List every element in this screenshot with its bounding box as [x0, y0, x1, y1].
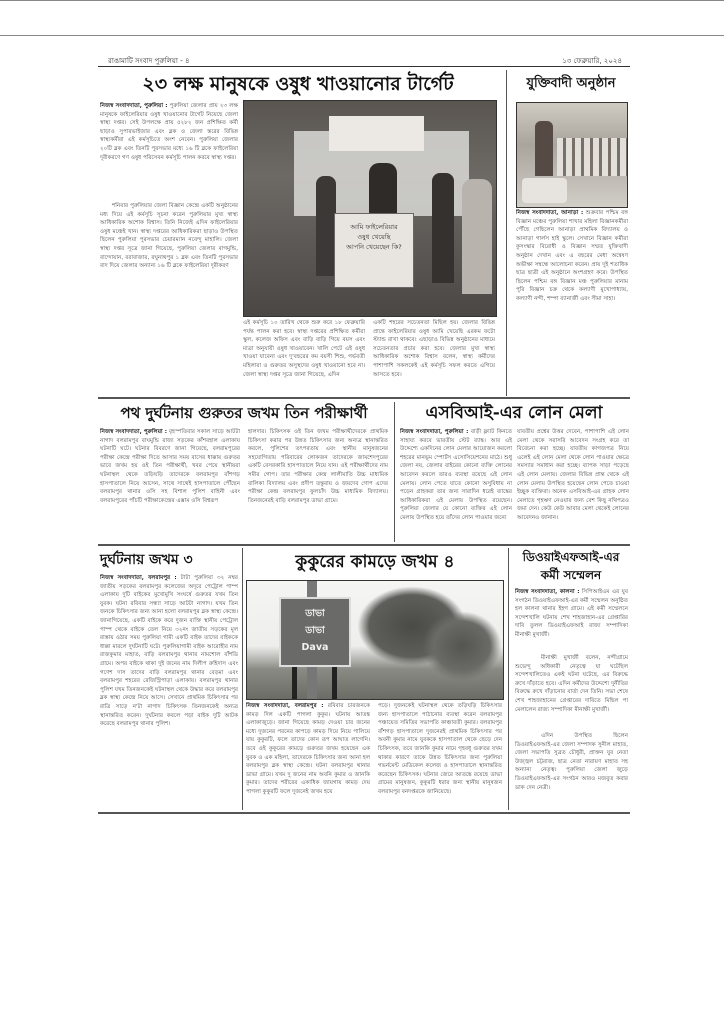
section-divider [98, 544, 630, 546]
column-divider [506, 70, 507, 396]
road-accident-col2: হালদার। চিকিৎসক ওই তিন জখম পরীক্ষার্থীদেরকে প্রাথমিক চিকিৎসা করার পর উন্নত চিকিৎসার জন্য অন্যত্র স্থানান্তরিত করলে, পুলিশের তৎপরতায় এবং স্থানীয় মানুষজনের সহযোগিতায় পরিবারের লোকজন তাদেরকে জামশেদপুরের একটি বেসরকারি হাসপাতালে নিয়ে যান। ওই পরীক্ষার্থীদের নাম সমীর গোপ। তার পরীক্ষার কেন্দ্র লালীমাতি উচ্চ মাধ্যমিক বালিকা বিদ্যালয় এবং প্রদীপ তন্তুবায় ও জয়দেব গোপ এদের পরীক্ষা কেন্দ্র বলরামপুর ফুলচাঁদ উচ্চ মাধ্যমিক বিদ্যালয়। তিনজনেরই বাড়ি বলরামপুর ডাভা গ্রামে। [248, 429, 388, 504]
running-head-date: ১৩ ফেব্রুয়ারি, ২০২৪ [562, 57, 622, 65]
filaria-col3: একটি শহরের সচেতনতা মিছিল হয়। জেলার বিভিন্ন প্রান্তে ফাইলেরিয়ার ওষুধ আমি খেয়েছি এরকম ফটো স্ট্যান্ড রাখা থাকবে। এছাড়াও বিভিন্ন অনুষ্ঠানের মাধ্যমে সচেতনতার প্রচার করা হবে। জেলার মুখ্য স্বাস্থ্য আধিকারিক অশোক বিশ্বাস বলেন, স্বাস্থ্য কর্মীদের পাশাপাশি সকলকেই এই কর্মসূচি সফল করতে এগিয়ে আসতে হবে। [373, 320, 495, 378]
filaria-event-photo [243, 100, 497, 317]
dyfi-dateline: নিজস্ব সংবাদদাতা, কালনা : [515, 589, 580, 595]
dyfi-body-3: এদিন উপস্থিত ছিলেন ডিওয়াইএফআই-এর জেলা সম্পাদক সুনীল মাহাত, জেলা সভাপতি সুব্রত চৌধুরী, প্রাক্তন যুব নেতা উজ্জ্বল চট্টরাজ, ছাত্র নেতা নারায়ণ মাহাত সহ অন্যান্য নেতৃত্ব। পুরুলিয়া জেলা জুড়ে ডিওয়াইএফআই-এর সংগঠন আরও মজবুত করার ডাক দেন নেত্রী। [515, 733, 628, 791]
rationalist-dateline: নিজস্ব সংবাদদাতা, আনাড়া : [516, 210, 584, 216]
road-accident-col1: নিজস্ব সংবাদদাতা, পুরুলিয়া : বৃহস্পতিবার সকাল সাড়ে আটটা নাগাদ বলরামপুর বাঘমুন্ডি রাজ্য সড়কের কাঁশবহাল এলাকায় ঘটনাটি ঘটে। ঘটনার বিবরণে জানা গিয়েছে, বলরামপুরের পরীক্ষা কেন্দ্রে পরীক্ষা দিতে আসার সময় বাসের ধাক্কায় গুরুতর ভাবে জখম হয় ওই তিন পরীক্ষার্থী, খবর পেয়ে স্থানীয়রা ঘটনাস্থল থেকে তড়িঘড়ি তাদেরকে বলরামপুর বাঁশগড় হাসপাতালে নিয়ে আসেন, সাথে সাথেই হাসপাতালে পৌঁছেন বলরামপুর থানার ওসি সহ বিশাল পুলিশ বাহিনী এবং বলরামপুরের পাঁচটি পরীক্ষাকেন্দ্রের এক্সাম ওসি বিশ্বরূপ [100, 429, 240, 504]
section-divider [98, 397, 630, 399]
road-accident-dateline: নিজস্ব সংবাদদাতা, পুরুলিয়া : [100, 429, 167, 435]
headline-dog-bite: কুকুরের কামড়ে জখম ৪ [295, 552, 455, 572]
dog-bite-col1: নিজস্ব সংবাদদাতা, বলরামপুর : রবিবার চারজনকে কামড় দিল একটি পাগলা কুকুর। ঘটনায় আতঙ্ক এলাকাজুড়ে। জানা গিয়েছে কামড় দেওয়া চার জনের মধ্যে দুজনের পরনের কাপড়ে কামড় দিয়ে নিয়ে পালিয়ে যায় কুকুরটি, ফলে তাদের কোন রূপ আঘাত লাগেনি। তবে ওই কুকুরের কামড়ে গুরুতর জখম হয়েছেন এক যুবক ও এক মহিলা, তাদেরকে চিকিৎসার জন্য আনা হল বলরামপুর ব্লক স্বাস্থ্য কেন্দ্রে। ঘটনা বলরামপুর থানার ডাভা গ্রামে। যখম দু জনের নাম অবনি কুমার ও জানকি কুমার। তাদের শরীরের একাধিক জায়গায় কামড় দেয় পাগলা কুকুরটি ফলে দুজনেই জখম হয়ে [246, 703, 370, 795]
sbi-loan-col2: যাবতীয় প্রশ্নের উত্তর দেবেন, পাশাপাশি এই লোন মেলা থেকে সরাসরি আবেদন সংগ্রহ করে তা বিবেচনা করা হচ্ছে। যাবতীয় কাগজপত্র নিয়ে এলেই এই লোন মেলা থেকে লোন পাওয়ার ক্ষেত্রে সমস্যার সমাধান করা হচ্ছে। ব্যাপক সাড়া পড়েছে এই লোন মেলায়। জেলার বিভিন্ন প্রান্ত থেকে এই লোন মেলায় উপস্থিত হয়েছেন লোন পেতে চাওয়া ইচ্ছুক ব্যক্তিরা। অনেক এসবিআই-এর গ্রাহক লোন মেলাতে গৃহঋণ নেওয়ার জন্য বেশ কিছু নথিপত্রও জমা দেন। কেউ কেউ আবার মেলা থেকেই লোনের আবেদনও জানান। [517, 429, 629, 521]
dog-bite-col2: পড়ে। দুজনকেই ঘটনাস্থল থেকে তড়িঘড়ি চিকিৎসার জন্য হাসপাতালে পাঠানোর ব্যবস্থা করেন বলরামপুর পঞ্চায়েত সমিতির সভাপতি কাঞ্চাবতী কুমার। বলরামপুর বাঁশগড় হাসপাতালে দুজনেরই প্রাথমিক চিকিৎসার পর অবনী কুমার নামে যুবককে হাসপাতাল থেকে ছেড়ে দেন চিকিৎসক, তবে জানকি কুমার নামে গৃহবধূ গুরুতর যখম থাকার কারণে তাকে উন্নত চিকিৎসার জন্য পুরুলিয়া গভর্নমেন্ট মেডিকেল কলেজ ও হাসপাতালে স্থানান্তরিত করেছেন চিকিৎসক। ঘটনার জেরে আতঙ্কে রয়েছে ডাভা গ্রামের মানুষজন, কুকুরটি ধরার জন্য স্থানীয় মানুষজন বলরামপুর বনদপ্তরকে জানিয়েছে। [378, 703, 502, 795]
dava-village-sign-photo [246, 580, 504, 700]
column-divider [394, 402, 395, 542]
rationalist-event-photo [516, 102, 628, 208]
accident-3-body: নিজস্ব সংবাদদাতা, বলরামপুর : টাটা পুরুলিয়া ৩২ নম্বর জাতীয় সড়কের বলরামপুর কলেজের অদূরে পেট্রোল পাম্প এলাকায় দুটি বাইকের মুখোমুখি সংঘর্ষে গুরুতর যখম তিন যুবক। ঘটনা রবিবার সন্ধ্যা সাড়ে আটটা নাগাদ। যখম তিন জনকে চিকিৎসার জন্য আনা হলো বলরামপুর ব্লক স্বাস্থ্য কেন্দ্রে। জানাগিয়েছে, একটি বাইকে করে দুজন ব্যক্তি স্থানীয় পেট্রোল পাম্প থেকে বাইকে তেল নিয়ে ৩২নং জাতীয় সড়কের মূল রাস্তায় ওঠার সময় পুরুলিয়া গামী একটি বাইক তাদের বাইককে ধাক্কা মারলে দুর্ঘটনাটি ঘটে। পুরুলিয়াগামী বাইক আরোহীর নাম রাজকুমার মাহাত, বাড়ি বলরামপুর থানার নামশোল বাঁশডি গ্রামে। অপর বাইকে থাকা দুই জনের নাম দিলীপ রুহিদাস এবং গণেশ দাস তাদের বাড়ি বলরামপুর থানার বেড়মা এবং বলরামপুর শহরের রেজিস্ট্রিপাড়া এলাকায়। বলরামপুর থানার পুলিশ যখম তিনজনকেই ঘটনাস্থল থেকে উদ্ধার করে বলরামপুর ব্লক স্বাস্থ্য কেন্দ্রে নিয়ে আসে। সেখানে প্রাথমিক চিকিৎসার পর রাত্রি সাড়ে ন'টা নাগাদ চিকিৎসক তিনজনকেই অন্যত্র স্থানান্তরিত করেন। দুর্ঘটনার কবলে পড়া বাইক দুটি আটক করেছে বলরামপুর থানার পুলিশ। [100, 575, 238, 728]
dava-sign-board: ডাভা ডাভা Dava [279, 597, 351, 667]
sbi-loan-col1: নিজস্ব সংবাদদাতা, পুরুলিয়া : বাড়ী ফ্ল্যাট কিনতে সাহায্য করবে ভারতীয় স্টেট ব্যাঙ্ক। আর এই উদ্দেশ্যে একদিনের লোন মেলার আয়োজন করলো শহরের মানভূম স্পোর্টস এসোসিয়েশনের মাঠে। শুধু জেলা নয়, জেলার বাইরের কোনো ব্যক্তি লোনের আবেদন করলে তারও ব্যবস্থা রয়েছে এই লোন মেলায়। লোন পেতে যাতে কোনো অসুবিধায় না পড়েন গ্রাহকরা তার জন্য সারাদিন ধরেই ব্যাঙ্কের আধিকারিকরা এই মেলায় উপস্থিত রয়েছেন। পুরুলিয়া জেলার যে কোনো ব্যক্তির এই লোন মেলায় উপস্থিত হয়ে তাঁদের লোন পাওয়ার জন্যে [400, 429, 512, 521]
column-divider [242, 548, 243, 810]
headline-filaria: ২৩ লক্ষ মানুষকে ওষুধ খাওয়ানোর টার্গেট [142, 73, 454, 95]
headline-sbi-loan: এসবিআই-এর লোন মেলা [425, 403, 603, 423]
headline-rationalist: যুক্তিবাদী অনুষ্ঠান [526, 76, 616, 91]
headline-accident-3: দুর্ঘটনায় জখম ৩ [100, 552, 193, 568]
photo-placard: আমি ফাইলেরিয়ার ওষুধ খেয়েছি আপনি খেয়েছেন কি? [334, 213, 414, 288]
accident-3-dateline: নিজস্ব সংবাদদাতা, বলরামপুর : [100, 575, 177, 581]
rationalist-body: নিজস্ব সংবাদদাতা, আনাড়া : শুক্রবার পশ্চিম বঙ্গ বিজ্ঞান মঞ্চের পুরুলিয়া শাখার মহিলা বিজ্ঞানকর্মীরা পৌঁছে গেছিলেন আনাড়া প্রাথমিক বিদ্যালয় ও আনাড়া গার্লস হাই স্কুলে। সেখানে বিজ্ঞান কর্মীরা কুসংস্কার বিরোধী ও বিজ্ঞান সম্মত যুক্তিবাদী অনুষ্ঠান দেখান এবং এ বছরের মেধা অন্বেষণ অভীক্ষা সম্বন্ধে আলোচনা করেন। প্রায় দুই শতাধিক ছাত্র ছাত্রী এই অনুষ্ঠানে অংশগ্রহণ করে। উপস্থিত ছিলেন পশ্চিম বঙ্গ বিজ্ঞান মঞ্চ পুরুলিয়ার মানাম পুরি বিজ্ঞান চক্র থেকে কল্যাণী মুখোপাধ্যায়, কল্যাণী নন্দী, শম্পা ব্যানার্জী এবং সীমা সাহা। [516, 210, 628, 302]
column-divider [508, 548, 509, 810]
running-head [98, 52, 630, 67]
headline-road-accident: পথ দুর্ঘটনায় গুরুতর জখম তিন পরীক্ষার্থী [120, 404, 368, 422]
newspaper-page [98, 52, 630, 982]
page-bottom-rule [98, 812, 630, 814]
headline-dyfi-line2: কর্মী সম্মেলন [540, 568, 602, 582]
filaria-col1b: শনিবার পুরুলিয়ার জেলা বিজ্ঞান কেন্দ্রে একটি অনুষ্ঠানের মধ্য দিয়ে এই কর্মসূচি সূচনা করেন পুরুলিয়ার মুখ্য স্বাস্থ্য আধিকারিক অশোক বিশ্বাস। তিনি নিজেই এদিন ফাইলেরিয়ার ওষুধ মঞ্চেই খান। স্বাস্থ্য দপ্তরের আধিকারিকরা ছাড়াও উপস্থিত ছিলেন পুরুলিয়া পুরসভার চেয়ারম্যান নবেন্দু মাহালি। জেলা স্বাস্থ্য দপ্তর সূত্রে জানা গিয়েছে, পুরুলিয়া জেলার বাগমুন্ডি, বান্দোয়ান, বরাবাজার, রঘুনাথপুর ১ ব্লক এবং তিনটি পুরসভার বাদ দিয়ে জেলার অন্যান্য ১৬ টি ব্লকে ফাইলেরিয়া দূরীকরণ [100, 203, 238, 270]
filaria-dateline: নিজস্ব সংবাদদাতা, পুরুলিয়া : [100, 103, 168, 109]
viewer-toolbar [0, 0, 724, 36]
headline-dyfi-line1: ডিওয়াইএফআই-এর [522, 550, 620, 564]
running-head-title: রাঙামাটি সংবাদ পুরুলিয়া - ৪ [108, 57, 190, 65]
dyfi-body: নিজস্ব সংবাদদাতা, কালনা : সিপিআইএম এর যুব সংগঠন ডিওয়াইএফআই-এর কর্মী সম্মেলন অনুষ্ঠিত হল কালনা থানার ইহগ গ্রামে। এই কর্মী সম্মেলনে সন্দেশখালি ঘটনায় শেখ শাহজাহান-এর গ্রেপ্তারির দাবি তুলল ডিওয়াইএফআই রাজ্য সম্পাদিকা মীনাক্ষী মুখার্জী। [515, 589, 628, 638]
dog-bite-dateline: নিজস্ব সংবাদদাতা, বলরামপুর : [246, 703, 324, 709]
sbi-loan-dateline: নিজস্ব সংবাদদাতা, পুরুলিয়া : [400, 429, 469, 435]
filaria-col2: এই কর্মসূচি ১০ তারিখ থেকে শুরু করে ১৮ ফেব্রুয়ারি পর্যন্ত পালন করা হবে। স্বাস্থ্য দপ্তরের প্রশিক্ষিত কর্মীরা স্কুল, কলেজ অফিস এবং বাড়ি বাড়ি গিয়ে বয়স এবং মাত্রা অনুযায়ী ওষুধ খাওয়াবেন। খালি পেটে এই ওষুধ খাওয়া যাবেনা এবং দু'বছরের কম বয়সী শিশু, গর্ভবতী মহিলারা ও গুরুতর অসুস্থদের ওষুধ খাওয়ানো হবে না। জেলা স্বাস্থ্য দপ্তর সূত্রে জানা গিয়েছে, এদিন [243, 320, 365, 378]
dyfi-body-2: মীনাক্ষী মুখার্জী বলেন, নন্দীগ্রামে শুভেন্দু অধিকারী নেতৃত্বে যা ঘটেছিল সন্দেশখালিতেও একই ঘটনা ঘটেছে, এর বিরুদ্ধে রুখে দাঁড়াতে হবে। এদিন কর্মীদের উদ্দেশ্যে দুর্নীতির বিরুদ্ধে রুখে দাঁড়ানোর বার্তা দেন তিনি। সভা শেষে শেখ শাহজাহানের গ্রেপ্তারের দাবিতে মিছিল পা মেলালেন রাজ্য সম্পাদিকা মীনাক্ষী মুখার্জী। [515, 655, 628, 713]
filaria-col1: নিজস্ব সংবাদদাতা, পুরুলিয়া : পুরুলিয়া জেলার প্রায় ২৩ লক্ষ মানুষকে ফাইলেরিয়ার ওষুধ খাওয়ানোর টার্গেট নিয়েছে জেলা স্বাস্থ্য দপ্তর। সেই উপলক্ষে প্রায় ৫২৮২ জন প্রশিক্ষিত কর্মী ছাড়াও সুপারভাইজার এবং ব্লক ও জেলা স্তরের বিভিন্ন স্বাস্থ্যকর্মীরা এই কর্মসূচিতে অংশ নেবেন। পুরুলিয়া জেলার ২০টি ব্লক এবং তিনটি পুরসভার মধ্যে ১৬ টি ব্লকে ফাইলেরিয়া দূরীকরণে গণ ওষুধ পরিসেবন কর্মসূচি পালন করবে স্বাস্থ্য দপ্তর। [100, 103, 238, 161]
